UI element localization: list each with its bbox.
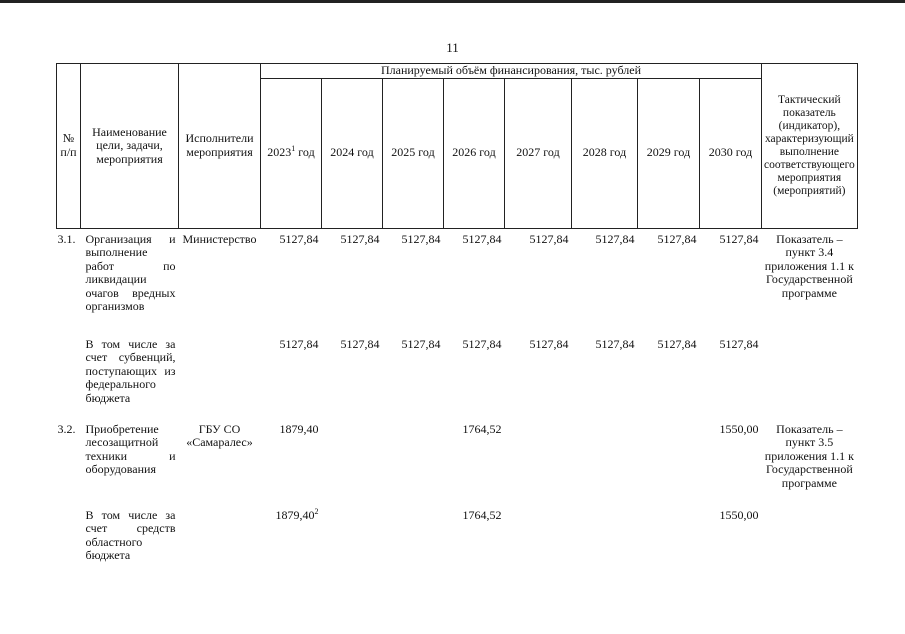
row-index bbox=[57, 334, 81, 419]
value-2026: 1764,52 bbox=[462, 507, 502, 522]
value-2028 bbox=[572, 419, 638, 505]
row-name: В том числе за счет средств областного бюджета bbox=[85, 507, 176, 562]
value-2024: 5127,84 bbox=[340, 231, 380, 246]
value-2025 bbox=[383, 419, 444, 505]
header-year-2024: 2024 год bbox=[322, 78, 383, 228]
header-year-2026: 2026 год bbox=[444, 78, 505, 228]
value-2025 bbox=[383, 505, 444, 567]
row-executor bbox=[179, 505, 261, 567]
table-row bbox=[57, 505, 858, 567]
value-2026: 5127,84 bbox=[462, 231, 502, 246]
row-name: Приобретение лесозащитной техники и оборудования bbox=[85, 421, 176, 476]
value-2024 bbox=[322, 419, 383, 505]
financing-table bbox=[56, 63, 858, 567]
header-name: Наименование цели, задачи, мероприятия bbox=[81, 64, 179, 229]
row-executor bbox=[179, 334, 261, 419]
row-name: В том числе за счет субвенций, поступающих из федерального бюджета bbox=[85, 336, 176, 405]
header-year-2027: 2027 год bbox=[505, 78, 572, 228]
value-2025: 5127,84 bbox=[401, 336, 441, 351]
footnote-mark: 2 bbox=[314, 506, 319, 516]
table-row bbox=[57, 228, 858, 334]
value-2026: 5127,84 bbox=[462, 336, 502, 351]
value-2023: 1879,40 bbox=[279, 421, 319, 436]
header-indicator: Тактический показатель (индикатор), характеризующий выполнение соответствующего мероприятия (мероприятий) bbox=[762, 64, 858, 229]
header-year-2029: 2029 год bbox=[638, 78, 700, 228]
row-executor: Министерство bbox=[182, 231, 257, 246]
value-2026: 1764,52 bbox=[462, 421, 502, 436]
row-executor: ГБУ СО «Самаралес» bbox=[186, 421, 253, 449]
page-top-border bbox=[0, 0, 905, 3]
value-2030: 1550,00 bbox=[719, 507, 759, 522]
row-index: 3.1. bbox=[57, 231, 76, 246]
value-2029 bbox=[638, 419, 700, 505]
row-indicator bbox=[762, 505, 858, 567]
value-2028: 5127,84 bbox=[595, 231, 635, 246]
table-row bbox=[57, 419, 858, 505]
value-2027: 5127,84 bbox=[529, 231, 569, 246]
row-indicator: Показатель – пункт 3.5 приложения 1.1 к Государственной программе bbox=[764, 421, 854, 490]
value-2029: 5127,84 bbox=[657, 231, 697, 246]
value-2024 bbox=[322, 505, 383, 567]
row-index bbox=[57, 505, 81, 567]
value-2030: 5127,84 bbox=[719, 336, 759, 351]
header-year-2025: 2025 год bbox=[383, 78, 444, 228]
row-index: 3.2. bbox=[57, 421, 76, 436]
value-2030: 5127,84 bbox=[719, 231, 759, 246]
page-number: 11 bbox=[446, 40, 459, 55]
value-2028 bbox=[572, 505, 638, 567]
value-2023: 1879,40$^2$ bbox=[275, 506, 319, 522]
table-row bbox=[57, 334, 858, 419]
value-2030: 1550,00 bbox=[719, 421, 759, 436]
header-num: № п/п bbox=[57, 64, 81, 229]
header-year-2030: 2030 год bbox=[700, 78, 762, 228]
value-2029: 5127,84 bbox=[657, 336, 697, 351]
value-2029 bbox=[638, 505, 700, 567]
header-year-2028: 2028 год bbox=[572, 78, 638, 228]
value-2027 bbox=[505, 419, 572, 505]
value-2027: 5127,84 bbox=[529, 336, 569, 351]
value-2023: 5127,84 bbox=[279, 336, 319, 351]
header-executors: Исполнители мероприятия bbox=[179, 64, 261, 229]
value-2023: 5127,84 bbox=[279, 231, 319, 246]
value-2024: 5127,84 bbox=[340, 336, 380, 351]
value-2027 bbox=[505, 505, 572, 567]
row-name: Организация и выполнение работ по ликвидации очагов вредных организмов bbox=[85, 231, 176, 313]
row-indicator: Показатель – пункт 3.4 приложения 1.1 к Государственной программе bbox=[764, 231, 854, 300]
header-financing: Планируемый объём финансирования, тыс. рублей bbox=[261, 64, 762, 79]
value-2025: 5127,84 bbox=[401, 231, 441, 246]
header-year-2023: 2023$^1$ год bbox=[261, 78, 322, 228]
row-indicator bbox=[762, 334, 858, 419]
value-2028: 5127,84 bbox=[595, 336, 635, 351]
